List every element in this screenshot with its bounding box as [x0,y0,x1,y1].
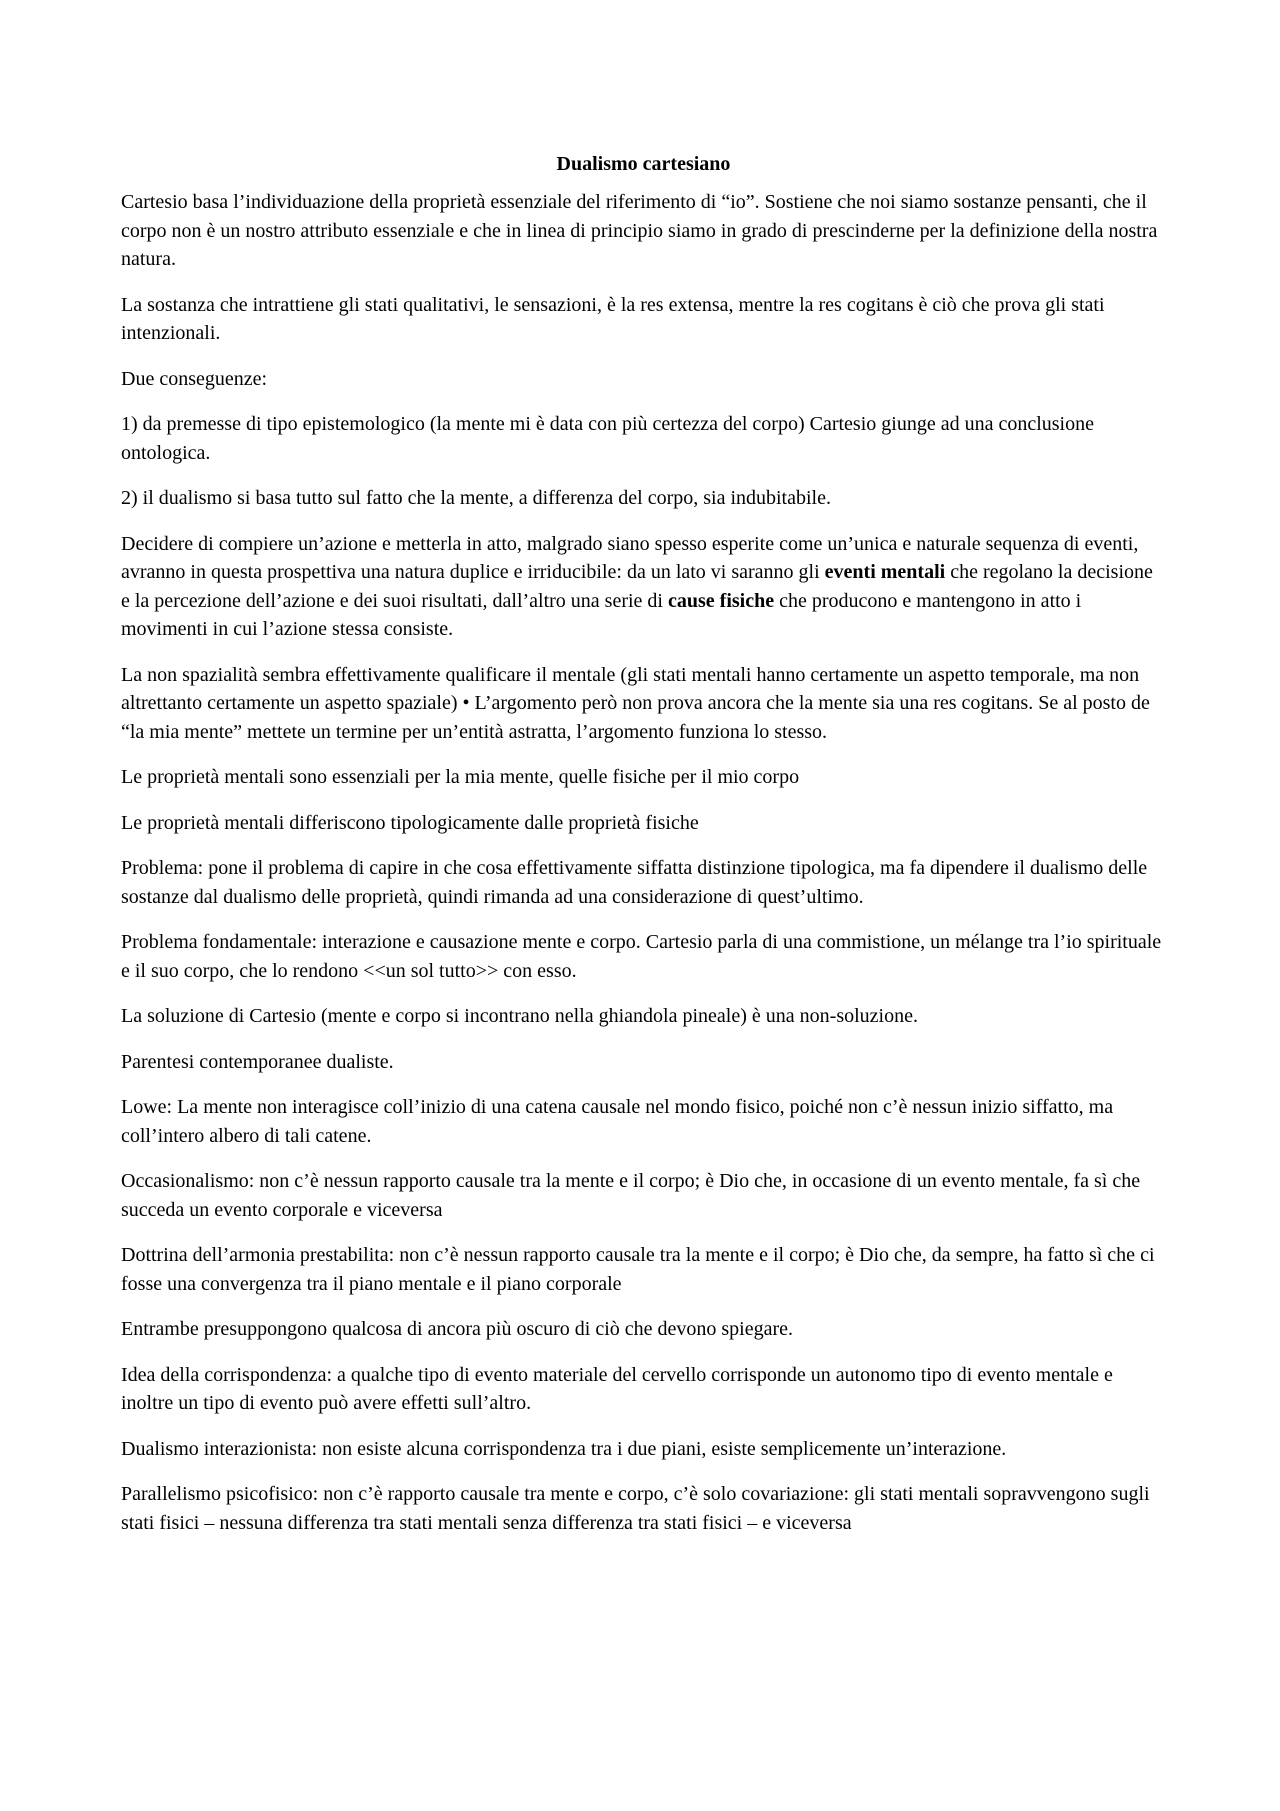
paragraph-azione-text-1: Decidere di compiere un’azione e metterla in atto, malgrado siano spesso esperite come un’unica e naturale sequenza di eventi, avranno in questa prospettiva una natura duplice e irriducibile: da un lato vi saranno gli [121,532,1139,583]
paragraph-dualismo-interazionista: Dualismo interazionista: non esiste alcuna corrispondenza tra i due piani, esiste semplicemente un’interazione. [121,1437,1007,1460]
document-page [121,150,1166,1554]
paragraph-parentesi: Parentesi contemporanee dualiste. [121,1050,394,1073]
paragraph-conseguenza-2: 2) il dualismo si basa tutto sul fatto che la mente, a differenza del corpo, sia indubitabile. [121,487,831,509]
paragraph-ghiandola-pineale: La soluzione di Cartesio (mente e corpo si incontrano nella ghiandola pineale) è una non-soluzione. [121,1005,918,1027]
paragraph-problema: Problema: pone il problema di capire in che cosa effettivamente siffatta distinzione tipologica, ma fa dipendere il dualismo delle sostanze dal dualismo delle proprietà, quindi rimanda ad una considerazione di quest’ultimo. [121,857,1148,908]
paragraph-azione-text-2: che regolano la decisione e la percezione dell’azione e dei suoi risultati, dall’altro una serie di [121,561,1153,612]
paragraph-entrambe: Entrambe presuppongono qualcosa di ancora più oscuro di ciò che devono spiegare. [121,1318,794,1340]
document-title: Dualismo cartesiano [556,153,731,175]
paragraph-problema-fondamentale: Problema fondamentale: interazione e causazione mente e corpo. Cartesio parla di una commistione, un mélange tra l’io spirituale e il suo corpo, che lo rendono <<un sol tutto>> con esso. [121,931,1162,982]
bold-eventi-mentali: eventi mentali [824,561,946,583]
paragraph-proprieta-tipologiche: Le proprietà mentali differiscono tipologicamente dalle proprietà fisiche [121,811,699,834]
paragraph-armonia-prestabilita: Dottrina dell’armonia prestabilita: non c’è nessun rapporto causale tra la mente e il corpo; è Dio che, da sempre, ha fatto sì che ci fosse una convergenza tra il piano mentale e il piano corporale [121,1244,1155,1295]
paragraph-azione [121,530,1166,644]
paragraph-non-spazialita: La non spazialità sembra effettivamente qualificare il mentale (gli stati mentali hanno certamente un aspetto temporale, ma non altrettanto certamente un aspetto spaziale) • L’argomento però non prova ancora che la mente sia una res cogitans. Se al posto de “la mia mente” mettete un termine per un’entità astratta, l’argomento funziona lo stesso. [121,663,1150,743]
paragraph-corrispondenza: Idea della corrispondenza: a qualche tipo di evento materiale del cervello corrisponde un autonomo tipo di evento mentale e inoltre un tipo di evento può avere effetti sull’altro. [121,1363,1113,1414]
bold-cause-fisiche: cause fisiche [668,589,775,612]
paragraph-lowe: Lowe: La mente non interagisce coll’inizio di una catena causale nel mondo fisico, poiché non c’è nessun inizio siffatto, ma coll’intero albero di tali catene. [121,1096,1114,1147]
paragraph-proprieta-essenziali: Le proprietà mentali sono essenziali per la mia mente, quelle fisiche per il mio corpo [121,766,800,788]
paragraph-parallelismo: Parallelismo psicofisico: non c’è rapporto causale tra mente e corpo, c’è solo covariazione: gli stati mentali sopravvengono sugli stati fisici – nessuna differenza tra stati mentali senza differenza tra stati fisici – e viceversa [121,1483,1150,1534]
paragraph-due-conseguenze: Due conseguenze: [121,367,268,390]
paragraph-res-extensa: La sostanza che intrattiene gli stati qualitativi, le sensazioni, è la res extensa, mentre la res cogitans è ciò che prova gli stati intenzionali. [121,293,1105,344]
paragraph-cartesio-io: Cartesio basa l’individuazione della proprietà essenziale del riferimento di “io”. Sostiene che noi siamo sostanze pensanti, che il corpo non è un nostro attributo essenziale e che in linea di principio siamo in grado di prescinderne per la definizione della nostra natura. [121,191,1158,270]
paragraph-azione-text-3: che producono e mantengono in atto i movimenti in cui l’azione stessa consiste. [121,589,1082,640]
paragraph-conseguenza-1: 1) da premesse di tipo epistemologico (la mente mi è data con più certezza del corpo) Cartesio giunge ad una conclusione ontologica. [121,413,1094,464]
paragraph-occasionalismo: Occasionalismo: non c’è nessun rapporto causale tra la mente e il corpo; è Dio che, in occasione di un evento mentale, fa sì che succeda un evento corporale e viceversa [121,1170,1141,1221]
